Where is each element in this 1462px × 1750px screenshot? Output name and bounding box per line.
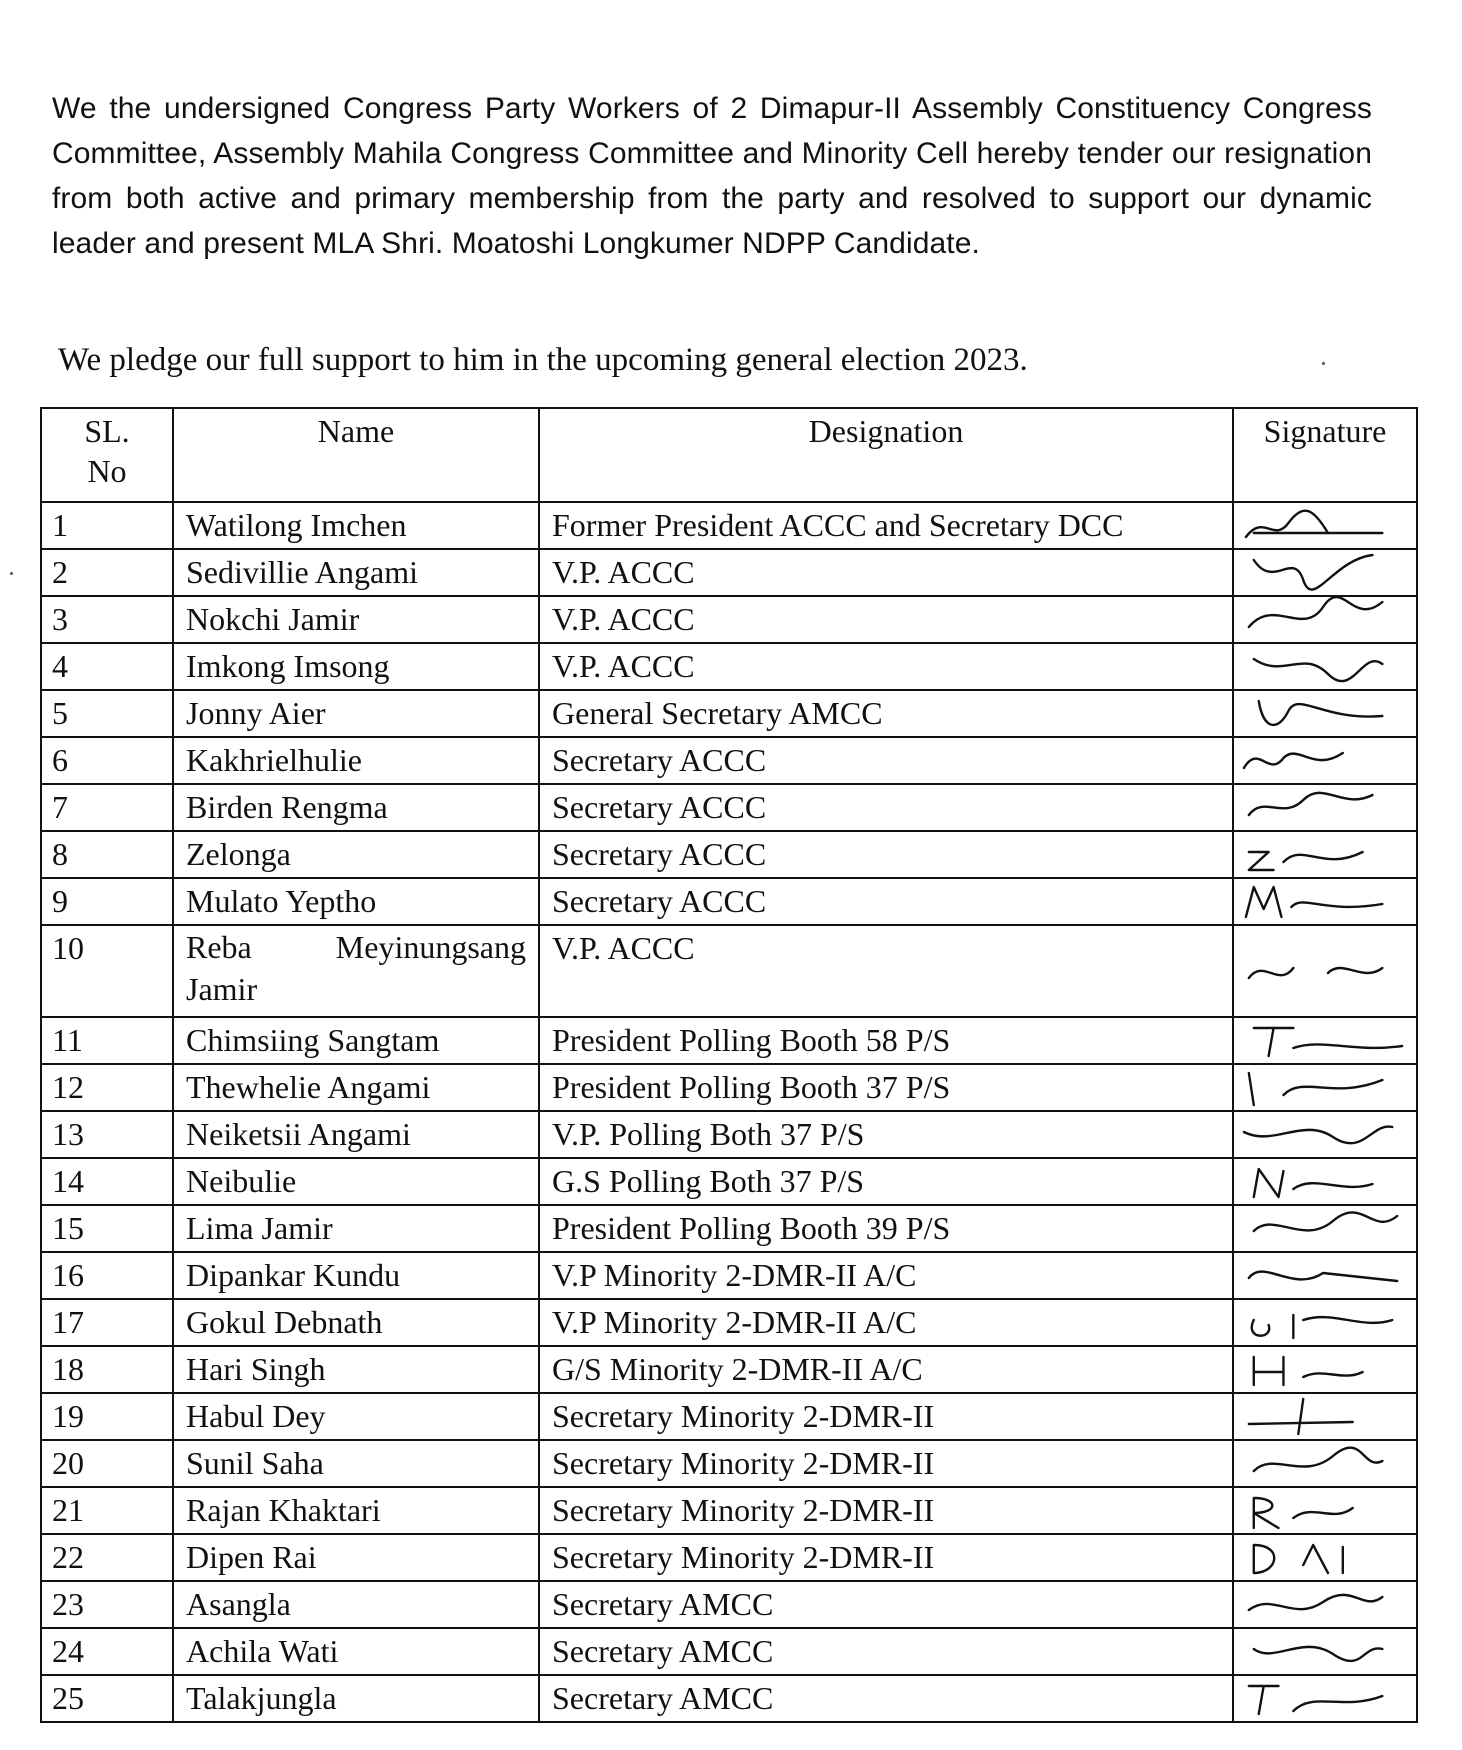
- cell-signature: [1233, 1628, 1417, 1675]
- cell-name: Imkong Imsong: [173, 643, 539, 690]
- cell-designation: Secretary ACCC: [539, 784, 1233, 831]
- table-header-row: [41, 408, 1417, 502]
- cell-sl-no: 6: [41, 737, 173, 784]
- table-row: [41, 1252, 1417, 1299]
- cell-signature: [1233, 925, 1417, 1017]
- table-row: [41, 1205, 1417, 1252]
- handwritten-signature: [1234, 1300, 1416, 1345]
- cell-name: Nokchi Jamir: [173, 596, 539, 643]
- table-row: [41, 1064, 1417, 1111]
- table-row: [41, 1534, 1417, 1581]
- cell-signature: [1233, 1017, 1417, 1064]
- cell-sl-no: 24: [41, 1628, 173, 1675]
- cell-sl-no: 22: [41, 1534, 173, 1581]
- cell-sl-no: 9: [41, 878, 173, 925]
- cell-name: Chimsiing Sangtam: [173, 1017, 539, 1064]
- cell-name: Gokul Debnath: [173, 1299, 539, 1346]
- handwritten-signature: [1234, 1629, 1416, 1674]
- header-signature: Signature: [1233, 408, 1417, 502]
- cell-name: Jonny Aier: [173, 690, 539, 737]
- signatories-table: [40, 407, 1418, 1723]
- table-row: [41, 1299, 1417, 1346]
- cell-sl-no: 5: [41, 690, 173, 737]
- cell-designation: Secretary ACCC: [539, 737, 1233, 784]
- table-row: [41, 831, 1417, 878]
- cell-designation: General Secretary AMCC: [539, 690, 1233, 737]
- table-row: [41, 1440, 1417, 1487]
- cell-designation: Secretary Minority 2-DMR-II: [539, 1393, 1233, 1440]
- cell-sl-no: 2: [41, 549, 173, 596]
- table-row: [41, 1346, 1417, 1393]
- cell-name: Rajan Khaktari: [173, 1487, 539, 1534]
- cell-signature: [1233, 1675, 1417, 1722]
- cell-sl-no: 12: [41, 1064, 173, 1111]
- header-designation: Designation: [539, 408, 1233, 502]
- cell-signature: [1233, 502, 1417, 549]
- table-row: [41, 596, 1417, 643]
- cell-sl-no: 10: [41, 925, 173, 1017]
- cell-name: Talakjungla: [173, 1675, 539, 1722]
- cell-designation: V.P Minority 2-DMR-II A/C: [539, 1252, 1233, 1299]
- cell-sl-no: 14: [41, 1158, 173, 1205]
- cell-signature: [1233, 831, 1417, 878]
- handwritten-signature: [1234, 1018, 1416, 1063]
- cell-designation: Secretary Minority 2-DMR-II: [539, 1534, 1233, 1581]
- handwritten-signature: [1234, 644, 1416, 689]
- cell-designation: President Polling Booth 37 P/S: [539, 1064, 1233, 1111]
- cell-signature: [1233, 784, 1417, 831]
- cell-name: Lima Jamir: [173, 1205, 539, 1252]
- cell-sl-no: 25: [41, 1675, 173, 1722]
- table-row: [41, 1628, 1417, 1675]
- cell-sl-no: 11: [41, 1017, 173, 1064]
- handwritten-signature: [1234, 691, 1416, 736]
- cell-designation: President Polling Booth 39 P/S: [539, 1205, 1233, 1252]
- handwritten-signature: [1234, 738, 1416, 783]
- table-row: [41, 925, 1417, 1017]
- header-sl-no: [41, 408, 173, 502]
- cell-name: Sunil Saha: [173, 1440, 539, 1487]
- cell-designation: Secretary AMCC: [539, 1581, 1233, 1628]
- cell-designation: Secretary Minority 2-DMR-II: [539, 1487, 1233, 1534]
- cell-name: Neiketsii Angami: [173, 1111, 539, 1158]
- cell-designation: Secretary ACCC: [539, 831, 1233, 878]
- cell-name: Kakhrielhulie: [173, 737, 539, 784]
- handwritten-signature: [1234, 1535, 1416, 1580]
- table-row: [41, 878, 1417, 925]
- cell-designation: Secretary Minority 2-DMR-II: [539, 1440, 1233, 1487]
- cell-signature: [1233, 878, 1417, 925]
- cell-name: Dipen Rai: [173, 1534, 539, 1581]
- cell-designation: Secretary ACCC: [539, 878, 1233, 925]
- handwritten-signature: [1234, 1112, 1416, 1157]
- cell-designation: V.P Minority 2-DMR-II A/C: [539, 1299, 1233, 1346]
- cell-sl-no: 18: [41, 1346, 173, 1393]
- cell-name: Mulato Yeptho: [173, 878, 539, 925]
- cell-signature: [1233, 1205, 1417, 1252]
- cell-signature: [1233, 643, 1417, 690]
- table-row: [41, 643, 1417, 690]
- cell-signature: [1233, 1299, 1417, 1346]
- table-row: [41, 549, 1417, 596]
- handwritten-signature: [1234, 503, 1416, 548]
- cell-name: Reba Meyinungsang Jamir: [173, 925, 539, 1017]
- cell-sl-no: 7: [41, 784, 173, 831]
- cell-designation: Secretary AMCC: [539, 1675, 1233, 1722]
- cell-name: Birden Rengma: [173, 784, 539, 831]
- scan-speck: [1322, 362, 1325, 365]
- cell-sl-no: 23: [41, 1581, 173, 1628]
- cell-designation: President Polling Booth 58 P/S: [539, 1017, 1233, 1064]
- table-row: [41, 784, 1417, 831]
- table-row: [41, 1017, 1417, 1064]
- handwritten-signature: [1234, 597, 1416, 642]
- cell-sl-no: 15: [41, 1205, 173, 1252]
- cell-signature: [1233, 1111, 1417, 1158]
- table-body: [41, 502, 1417, 1722]
- cell-signature: [1233, 1252, 1417, 1299]
- cell-name: Thewhelie Angami: [173, 1064, 539, 1111]
- cell-designation: V.P. Polling Both 37 P/S: [539, 1111, 1233, 1158]
- table-row: [41, 1581, 1417, 1628]
- table-row: [41, 502, 1417, 549]
- cell-sl-no: 13: [41, 1111, 173, 1158]
- handwritten-signature: [1234, 1065, 1416, 1110]
- handwritten-signature: [1234, 1347, 1416, 1392]
- cell-name: Achila Wati: [173, 1628, 539, 1675]
- cell-name: Watilong Imchen: [173, 502, 539, 549]
- cell-signature: [1233, 1534, 1417, 1581]
- cell-signature: [1233, 1064, 1417, 1111]
- cell-sl-no: 4: [41, 643, 173, 690]
- cell-sl-no: 16: [41, 1252, 173, 1299]
- handwritten-signature: [1234, 550, 1416, 595]
- cell-designation: G/S Minority 2-DMR-II A/C: [539, 1346, 1233, 1393]
- handwritten-signature: [1234, 1253, 1416, 1298]
- cell-sl-no: 20: [41, 1440, 173, 1487]
- table-row: [41, 690, 1417, 737]
- handwritten-signature: [1234, 1582, 1416, 1627]
- handwritten-signature: [1234, 832, 1416, 877]
- cell-sl-no: 1: [41, 502, 173, 549]
- cell-name: Asangla: [173, 1581, 539, 1628]
- cell-signature: [1233, 1487, 1417, 1534]
- handwritten-signature: [1234, 1488, 1416, 1533]
- cell-designation: Former President ACCC and Secretary DCC: [539, 502, 1233, 549]
- cell-signature: [1233, 737, 1417, 784]
- cell-name: Dipankar Kundu: [173, 1252, 539, 1299]
- resignation-statement: We the undersigned Congress Party Workers of 2 Dimapur-II Assembly Constituency Congress Committee, Assembly Mahila Congress Committee and Minority Cell hereby tender our resignation from both active and primary membership from the party and resolved to support our dynamic leader and present MLA Shri. Moatoshi Longkumer NDPP Candidate.: [52, 92, 1372, 260]
- cell-signature: [1233, 1346, 1417, 1393]
- handwritten-signature: [1234, 1159, 1416, 1204]
- cell-sl-no: 17: [41, 1299, 173, 1346]
- header-sl-no-text: SL. No: [84, 413, 130, 489]
- cell-signature: [1233, 549, 1417, 596]
- header-name: Name: [173, 408, 539, 502]
- cell-name: Hari Singh: [173, 1346, 539, 1393]
- cell-signature: [1233, 1581, 1417, 1628]
- cell-sl-no: 21: [41, 1487, 173, 1534]
- cell-designation: V.P. ACCC: [539, 596, 1233, 643]
- table-row: [41, 1487, 1417, 1534]
- cell-signature: [1233, 690, 1417, 737]
- cell-sl-no: 3: [41, 596, 173, 643]
- cell-name: Zelonga: [173, 831, 539, 878]
- table-row: [41, 1675, 1417, 1722]
- cell-designation: V.P. ACCC: [539, 643, 1233, 690]
- scan-speck: [10, 572, 13, 575]
- table-row: [41, 1393, 1417, 1440]
- table-row: [41, 1111, 1417, 1158]
- handwritten-signature: [1234, 1676, 1416, 1721]
- cell-signature: [1233, 1440, 1417, 1487]
- handwritten-signature: [1234, 1441, 1416, 1486]
- handwritten-signature: [1234, 1206, 1416, 1251]
- cell-sl-no: 19: [41, 1393, 173, 1440]
- cell-name: Sedivillie Angami: [173, 549, 539, 596]
- handwritten-signature: [1234, 1394, 1416, 1439]
- handwritten-signature: [1234, 785, 1416, 830]
- handwritten-signature: [1234, 926, 1416, 1016]
- cell-designation: G.S Polling Both 37 P/S: [539, 1158, 1233, 1205]
- cell-designation: V.P. ACCC: [539, 925, 1233, 1017]
- cell-name: Habul Dey: [173, 1393, 539, 1440]
- cell-sl-no: 8: [41, 831, 173, 878]
- cell-signature: [1233, 1158, 1417, 1205]
- cell-designation: Secretary AMCC: [539, 1628, 1233, 1675]
- cell-signature: [1233, 596, 1417, 643]
- cell-name: Neibulie: [173, 1158, 539, 1205]
- table-row: [41, 737, 1417, 784]
- table-row: [41, 1158, 1417, 1205]
- pledge-statement: We pledge our full support to him in the upcoming general election 2023.: [58, 342, 1028, 378]
- handwritten-signature: [1234, 879, 1416, 924]
- cell-signature: [1233, 1393, 1417, 1440]
- cell-designation: V.P. ACCC: [539, 549, 1233, 596]
